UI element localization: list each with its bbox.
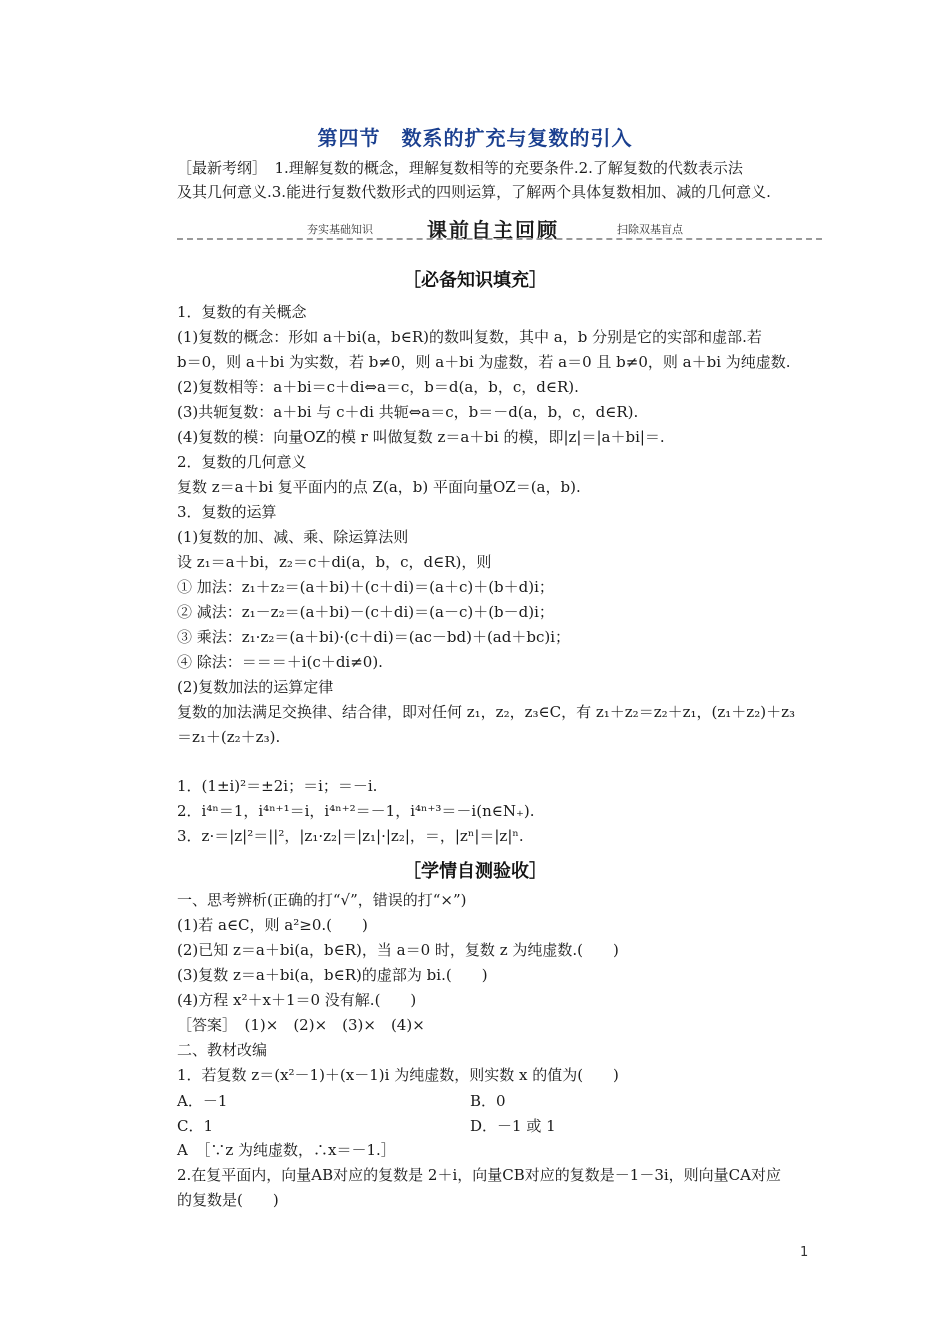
knowledge-line: 2．复数的几何意义 bbox=[177, 453, 307, 471]
answer-1: A ［∵z 为纯虚数，∴x＝－1.］ bbox=[177, 1141, 396, 1159]
formula-line: 2．i⁴ⁿ＝1，i⁴ⁿ⁺¹＝i，i⁴ⁿ⁺²＝－1，i⁴ⁿ⁺³＝－i(n∈N₊). bbox=[177, 802, 535, 820]
banner-right-text: 扫除双基盲点 bbox=[617, 223, 683, 236]
knowledge-line: (2)复数加法的运算定律 bbox=[177, 678, 334, 696]
answer-line: ［答案］ (1)× (2)× (3)× (4)× bbox=[177, 1016, 425, 1034]
knowledge-line: b＝0，则 a＋bi 为实数，若 b≠0，则 a＋bi 为虚数，若 a＝0 且 b≠0，则 a＋bi 为纯虚数. bbox=[177, 353, 791, 371]
option-c: C．1 bbox=[177, 1117, 214, 1135]
exam-outline-line-2: 及其几何意义.3.能进行复数代数形式的四则运算，了解两个具体复数相加、减的几何意义. bbox=[177, 183, 771, 201]
knowledge-line: ＝z₁＋(z₂＋z₃). bbox=[177, 728, 281, 746]
banner-left-text: 夯实基础知识 bbox=[307, 223, 373, 236]
knowledge-line: ② 减法：z₁－z₂＝(a＋bi)－(c＋di)＝(a－c)＋(b－d)i； bbox=[177, 603, 554, 621]
knowledge-line: ① 加法：z₁＋z₂＝(a＋bi)＋(c＋di)＝(a＋c)＋(b＋d)i； bbox=[177, 578, 554, 596]
page-title: 第四节 数系的扩充与复数的引入 bbox=[317, 126, 633, 150]
option-a: A．－1 bbox=[177, 1092, 228, 1110]
banner-divider bbox=[177, 238, 822, 242]
knowledge-line: (1)复数的概念：形如 a＋bi(a，b∈R)的数叫复数，其中 a，b 分别是它的实部和虚部.若 bbox=[177, 328, 762, 346]
question-1: 1．若复数 z＝(x²－1)＋(x－1)i 为纯虚数，则实数 x 的值为( ) bbox=[177, 1066, 619, 1084]
knowledge-line: 1．复数的有关概念 bbox=[177, 303, 307, 321]
formula-line: 1．(1±i)²＝±2i；＝i；＝－i. bbox=[177, 777, 378, 795]
page-number: 1 bbox=[800, 1245, 809, 1260]
question-2-line-1: 2.在复平面内，向量AB对应的复数是 2＋i，向量CB对应的复数是－1－3i，则向量CA对应 bbox=[177, 1166, 781, 1184]
knowledge-line: (1)复数的加、减、乘、除运算法则 bbox=[177, 528, 409, 546]
option-d: D．－1 或 1 bbox=[470, 1117, 556, 1135]
self-test-line: (1)若 a∈C，则 a²≥0.( ) bbox=[177, 916, 368, 934]
knowledge-line: (3)共轭复数：a＋bi 与 c＋di 共轭⇔a＝c，b＝－d(a，b，c，d∈R). bbox=[177, 403, 639, 421]
knowledge-line: 3．复数的运算 bbox=[177, 503, 277, 521]
knowledge-line: 复数 z＝a＋bi 复平面内的点 Z(a，b) 平面向量OZ＝(a，b). bbox=[177, 478, 581, 496]
knowledge-line: ③ 乘法：z₁·z₂＝(a＋bi)·(c＋di)＝(ac－bd)＋(ad＋bc)i； bbox=[177, 628, 570, 646]
section-tag-self-test: ［学情自测验收］ bbox=[403, 861, 547, 882]
section-tag-knowledge: ［必备知识填充］ bbox=[403, 270, 547, 291]
self-test-line: (2)已知 z＝a＋bi(a，b∈R)，当 a＝0 时，复数 z 为纯虚数.( ) bbox=[177, 941, 619, 959]
knowledge-line: ④ 除法：＝＝＝＋i(c＋di≠0). bbox=[177, 653, 383, 671]
knowledge-line: 设 z₁＝a＋bi，z₂＝c＋di(a，b，c，d∈R)，则 bbox=[177, 553, 492, 571]
self-test-line: 二、教材改编 bbox=[177, 1041, 268, 1059]
self-test-line: (4)方程 x²＋x＋1＝0 没有解.( ) bbox=[177, 991, 417, 1009]
knowledge-line: 复数的加法满足交换律、结合律，即对任何 z₁，z₂，z₃∈C，有 z₁＋z₂＝z₂＋z₁，(z₁＋z₂)＋z₃ bbox=[177, 703, 795, 721]
section-banner bbox=[177, 212, 822, 242]
exam-outline-line-1: ［最新考纲］ 1.理解复数的概念，理解复数相等的充要条件.2.了解复数的代数表示法 bbox=[177, 159, 743, 177]
question-2-line-2: 的复数是( ) bbox=[177, 1191, 279, 1209]
self-test-line: (3)复数 z＝a＋bi(a，b∈R)的虚部为 bi.( ) bbox=[177, 966, 488, 984]
formula-line: 3．z·＝|z|²＝||²，|z₁·z₂|＝|z₁|·|z₂|，＝，|zⁿ|＝|z|ⁿ. bbox=[177, 827, 524, 845]
option-b: B．0 bbox=[470, 1092, 506, 1110]
banner-main-text: 课前自主回顾 bbox=[427, 218, 559, 242]
knowledge-line: (2)复数相等：a＋bi＝c＋di⇔a＝c，b＝d(a，b，c，d∈R). bbox=[177, 378, 579, 396]
self-test-line: 一、思考辨析(正确的打“√”，错误的打“×”) bbox=[177, 891, 467, 909]
knowledge-line: (4)复数的模：向量OZ的模 r 叫做复数 z＝a＋bi 的模，即|z|＝|a＋bi|＝. bbox=[177, 428, 665, 446]
